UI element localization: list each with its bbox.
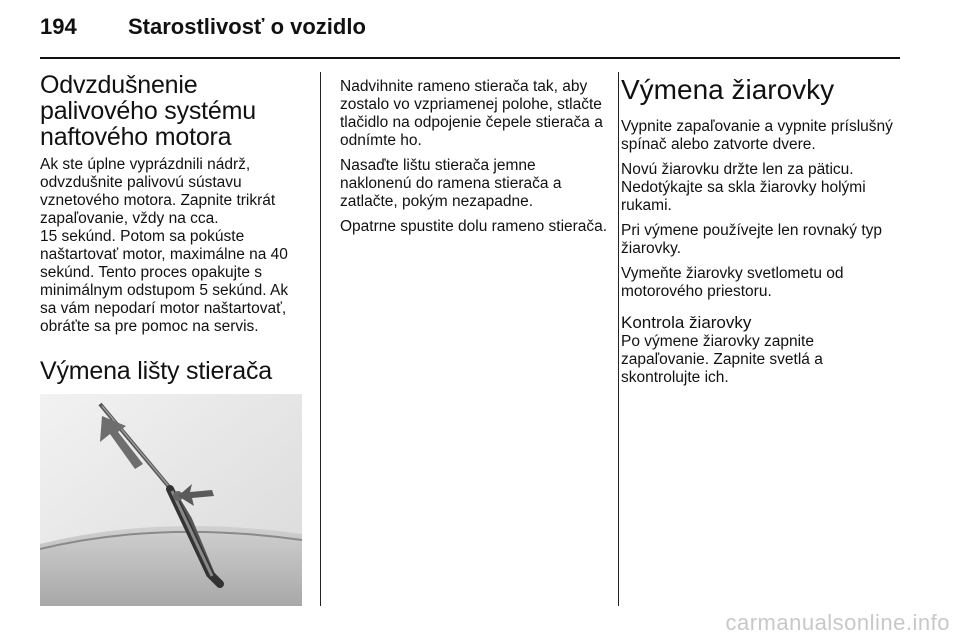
paragraph: Opatrne spustite dolu rameno stierača. bbox=[340, 218, 608, 235]
paragraph: 15 sekúnd. Potom sa pokúste naštartovať motor, maximálne na 40 sekúnd. Tento proces opakujte s minimálnym odstupom 5 sekúnd. Ak sa vám nepodarí motor naštartovať, obráťte sa pre pomoc na servis. bbox=[40, 228, 289, 335]
section-heading-bulb-replace: Výmena žiarovky bbox=[621, 74, 835, 105]
paragraph: Vymeňte žiarovky svetlometu od motorového priestoru. bbox=[621, 265, 844, 300]
paragraph: Nadvihnite rameno stierača tak, aby zostalo vo vzpriamenej polohe, stlačte tlačidlo na odpojenie čepele stierača a odnímte ho. bbox=[340, 78, 603, 149]
paragraph: Ak ste úplne vyprázdnili nádrž, odvzdušnite palivovú sústavu vznetového motora. Zapnite trikrát zapaľovanie, vždy na cca. bbox=[40, 156, 276, 227]
paragraph: Nasaďte lištu stierača jemne naklonenú do ramena stierača a zatlačte, pokým nezapadne. bbox=[340, 157, 562, 210]
section-heading-wiper-blade: Výmena lišty stierača bbox=[40, 357, 272, 385]
chapter-title: Starostlivosť o vozidlo bbox=[128, 14, 366, 39]
page-number: 194 bbox=[40, 14, 77, 39]
paragraph: Novú žiarovku držte len za päticu. Nedotýkajte sa skla žiarovky holými rukami. bbox=[621, 161, 866, 214]
section-heading-bulb-check: Kontrola žiarovky bbox=[621, 313, 752, 332]
section-heading-fuel-bleed: Odvzdušnenie palivového systému naftového motora bbox=[40, 71, 256, 151]
column-divider bbox=[320, 72, 321, 606]
column-middle bbox=[340, 78, 608, 243]
paragraph: Pri výmene používejte len rovnaký typ žiarovky. bbox=[621, 222, 883, 257]
wiper-blade-illustration-icon bbox=[40, 394, 302, 606]
page-header bbox=[40, 14, 900, 58]
paragraph: Po výmene žiarovky zapnite zapaľovanie. Zapnite svetlá a skontrolujte ich. bbox=[621, 333, 823, 386]
paragraph: Vypnite zapaľovanie a vypnite príslušný spínač alebo zatvorte dvere. bbox=[621, 118, 893, 153]
column-right bbox=[621, 74, 899, 394]
watermark: carmanualsonline.info bbox=[725, 610, 950, 635]
column-left bbox=[40, 72, 308, 606]
column-divider bbox=[618, 72, 619, 606]
wiper-blade-figure bbox=[40, 394, 302, 606]
header-rule bbox=[40, 57, 900, 59]
